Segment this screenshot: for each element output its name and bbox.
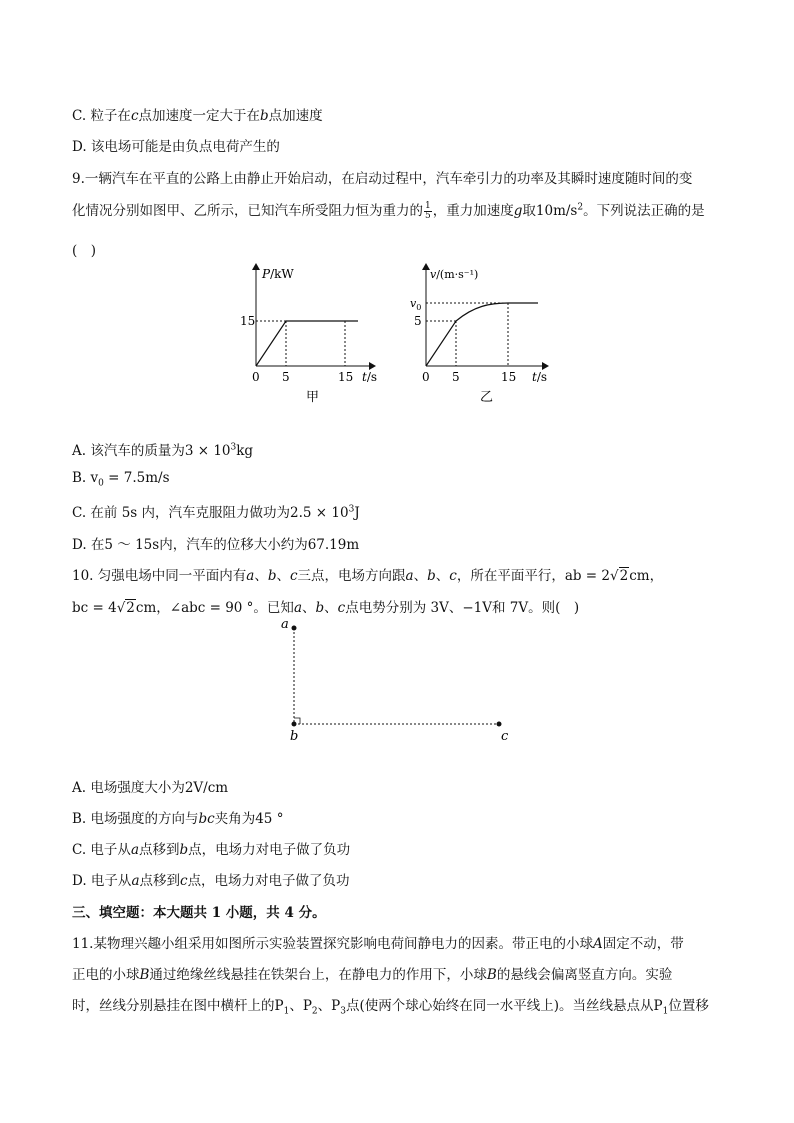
label-b: b [290, 729, 299, 744]
xtick-5: 5 [282, 370, 290, 384]
abc-diagram [276, 615, 516, 745]
xtick-0: 0 [422, 370, 430, 384]
y-axis-label: v/(m·s⁻¹) [430, 268, 479, 281]
q9-stem-line2: 化情况分别如图甲、乙所示，已知汽车所受阻力恒为重力的 $\frac{1}{5}$ ，重力加速度g取$10m/s^2$。下列说法正确的是 [72, 201, 705, 221]
section-heading: 三、填空题：本大题共 1 小题，共 4 分。 [72, 905, 326, 921]
graph-jia [240, 258, 390, 408]
q10-option-d: D. 电子从a点移到c点，电场力对电子做了负功 [72, 873, 350, 889]
q9-stem-line1: 9.一辆汽车在平直的公路上由静止开始启动，在启动过程中，汽车牵引力的功率及其瞬时速度随时间的变 [72, 171, 693, 187]
q11-line2: 正电的小球B通过绝缘丝线悬挂在铁架台上，在静电力的作用下，小球B的悬线会偏离竖直方向。实验 [72, 967, 673, 983]
power-curve [256, 321, 358, 366]
q9-option-b: B. $v_0 = 7.5m/s$ [72, 470, 170, 489]
q9-option-a: A. 该汽车的质量为$3 \times 10^3kg$ [72, 442, 254, 459]
velocity-curve [426, 303, 538, 366]
q9-option-c: C. 在前 5s 内，汽车克服阻力做功为$2.5 \times 10^3J$ [72, 504, 360, 521]
caption-jia: 甲 [306, 390, 320, 405]
ytick-5: 5 [414, 314, 422, 328]
point-c [497, 722, 502, 727]
q8-option-d: D. 该电场可能是由负点电荷产生的 [72, 139, 280, 155]
fraction-one-fifth: $\frac{1}{5}$ [425, 201, 431, 221]
xtick-0: 0 [252, 370, 260, 384]
q10-option-b: B. 电场强度的方向与bc夹角为45 ° [72, 811, 284, 827]
x-axis-label: t/s [362, 370, 378, 384]
label-a: a [281, 617, 289, 632]
point-b [292, 722, 297, 727]
caption-yi: 乙 [480, 390, 494, 405]
x-axis-label: t/s [532, 370, 548, 384]
q10-option-c: C. 电子从a点移到b点，电场力对电子做了负功 [72, 842, 351, 858]
sqrt-sign: √2 [610, 568, 629, 584]
y-axis-label: P/kW [262, 267, 294, 281]
q11-line1: 11.某物理兴趣小组采用如图所示实验装置探究影响电荷间静电力的因素。带正电的小球A固定不动，带 [72, 936, 684, 952]
sqrt-sign: √2 [116, 600, 135, 616]
label-c: c [501, 729, 509, 744]
q10-option-a: A. 电场强度大小为2V/cm [72, 780, 229, 796]
point-a [292, 626, 297, 631]
q10-stem-line2: bc = 4√2cm，∠abc = 90 °。已知a、b、c点电势分别为 3V、−1V和 7V。则( ) [72, 600, 580, 616]
xtick-15: 15 [338, 370, 354, 384]
xtick-15: 15 [501, 370, 517, 384]
ytick-v0: $v_0$ [410, 297, 422, 312]
q10-stem-line1: 10. 匀强电场中同一平面内有a、b、c三点，电场方向跟a、b、c，所在平面平行，ab = 2√2cm， [72, 568, 664, 584]
q9-option-d: D. 在5 ～ 15s内，汽车的位移大小约为67.19m [72, 537, 360, 553]
ytick-15: 15 [240, 314, 256, 328]
q11-line3: 时，丝线分别悬挂在图中横杆上的$P_1$、$P_2$、$P_3$点(使两个球心始终在同一水平线上)。当丝线悬点从$P_1$位置移 [72, 998, 709, 1017]
xtick-5: 5 [452, 370, 460, 384]
q9-answer-blank: ( ) [72, 243, 97, 259]
graph-yi [408, 258, 568, 408]
q8-option-c: C. 粒子在c点加速度一定大于在b点加速度 [72, 108, 323, 124]
